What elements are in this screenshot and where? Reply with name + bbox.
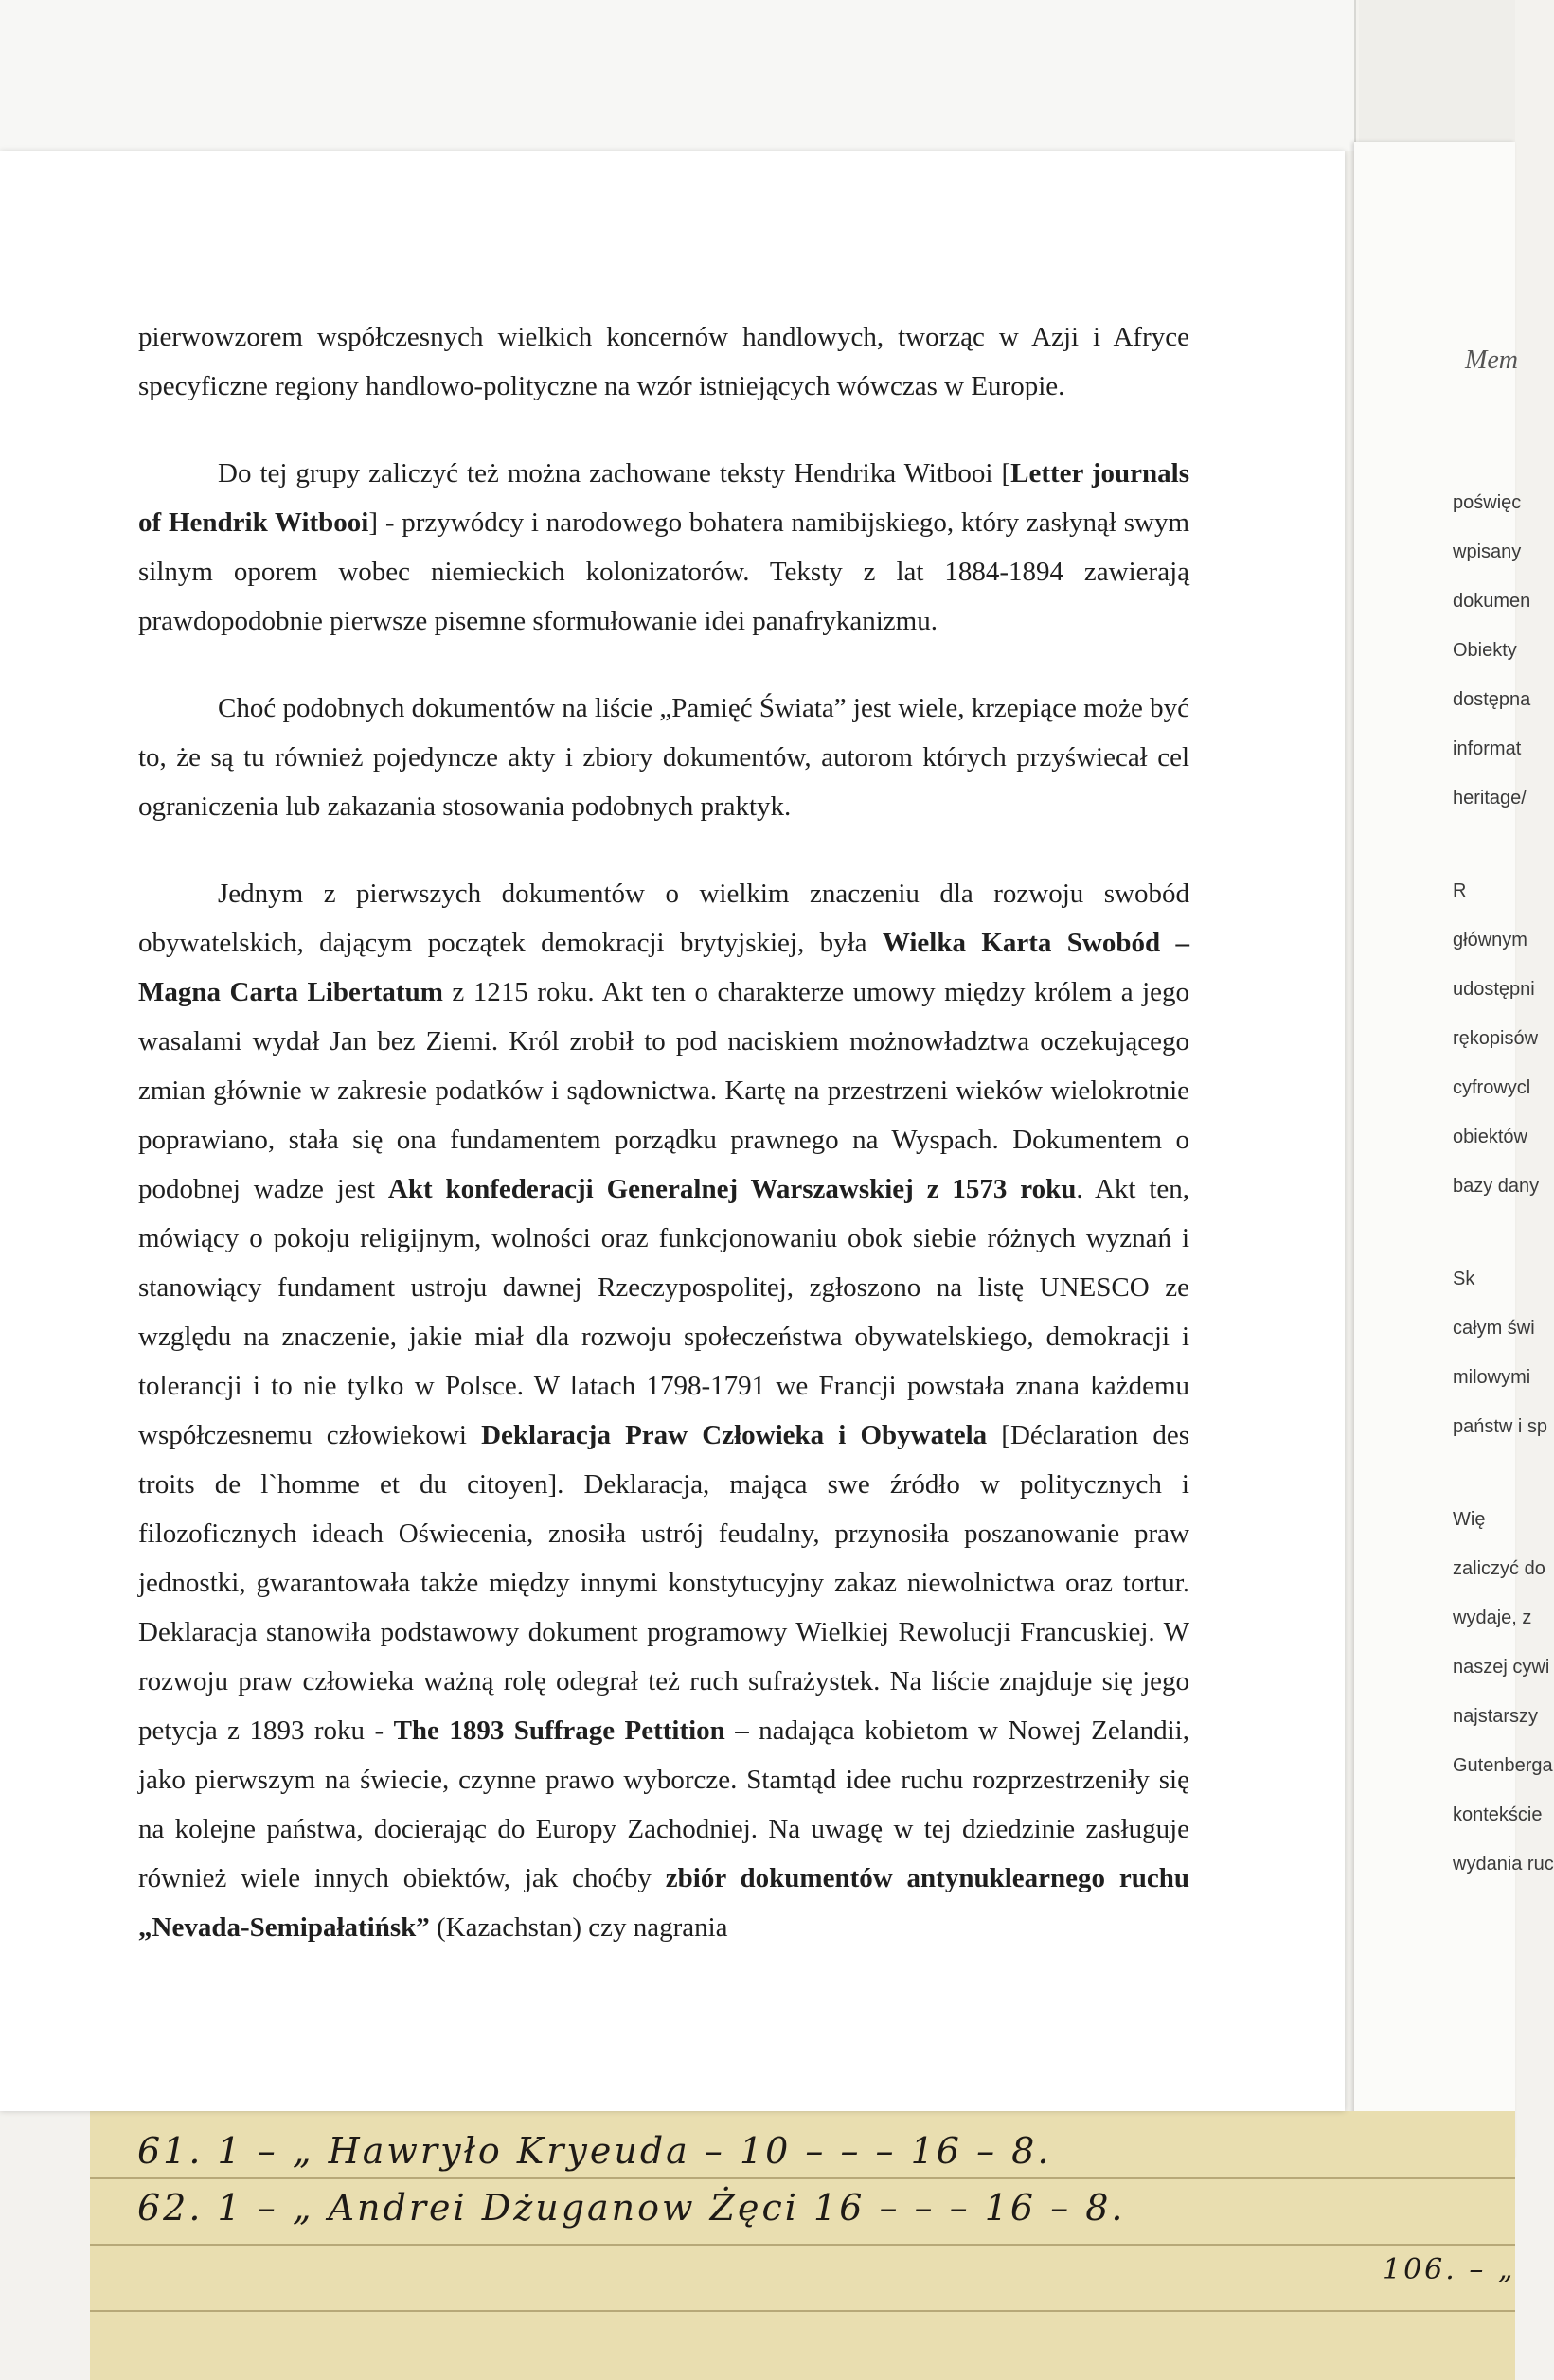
bold-title: Wielka Karta Swobód – Magna Carta Libertatum bbox=[138, 928, 1189, 1007]
bold-title: zbiór dokumentów antynuklearnego ruchu „Nevada-Semipałatińsk” bbox=[138, 1863, 1189, 1943]
bold-title: The 1893 Suffrage Pettition bbox=[393, 1715, 725, 1746]
document-page bbox=[0, 151, 1345, 2111]
adjacent-page-fragment: Wię bbox=[1453, 1509, 1486, 1530]
text-run: Choć podobnych dokumentów na liście „Pamięć Świata” jest wiele, krzepiące może być to, że są tu również pojedyncze akty i zbiory dokumentów, autorom których przyświecał cel ograniczenia lub zakazania stosowania podobnych praktyk. bbox=[138, 693, 1189, 822]
adjacent-page-fragment: Sk bbox=[1453, 1269, 1475, 1289]
adjacent-page-fragment: obiektów bbox=[1453, 1127, 1527, 1147]
adjacent-page-fragment: kontekście bbox=[1453, 1804, 1543, 1825]
manuscript-strip bbox=[90, 2111, 1515, 2380]
background-sheet-top bbox=[0, 0, 1356, 151]
adjacent-page-fragment: państw i sp bbox=[1453, 1416, 1548, 1437]
paragraph-4 bbox=[138, 869, 1189, 1952]
adjacent-page-fragment: rękopisów bbox=[1453, 1028, 1539, 1049]
adjacent-page-fragment: głównym bbox=[1453, 930, 1527, 950]
adjacent-page-fragment: wydaje, z bbox=[1453, 1607, 1532, 1628]
adjacent-page-fragment: wydania ruc bbox=[1453, 1854, 1554, 1874]
adjacent-page-fragment: najstarszy bbox=[1453, 1706, 1539, 1727]
manuscript-right-fragment: 106. – „ bbox=[1383, 2253, 1516, 2286]
adjacent-page-fragment: wpisany bbox=[1453, 542, 1522, 562]
adjacent-page-fragment: dostępna bbox=[1453, 689, 1531, 710]
adjacent-page-fragment: Gutenberga bbox=[1453, 1755, 1553, 1776]
bold-title: Deklaracja Praw Człowieka i Obywatela bbox=[481, 1420, 988, 1450]
adjacent-page-heading: Mem bbox=[1465, 346, 1518, 375]
adjacent-page-fragment: bazy dany bbox=[1453, 1176, 1540, 1197]
adjacent-page-fragment: dokumen bbox=[1453, 591, 1531, 612]
paragraph-3 bbox=[138, 684, 1189, 831]
manuscript-line-1: 61. 1 – „ Hawryło Kryeuda – 10 – – – 16 – 8. bbox=[137, 2130, 1052, 2172]
adjacent-page-fragment: heritage/ bbox=[1453, 788, 1527, 808]
adjacent-page-fragment: R bbox=[1453, 880, 1467, 901]
manuscript-line-2: 62. 1 – „ Andrei Dżuganow Żęci 16 – – – 16 – 8. bbox=[137, 2187, 1126, 2229]
bold-title: Akt konfederacji Generalnej Warszawskiej z 1573 roku bbox=[387, 1174, 1077, 1204]
adjacent-page-fragment: Obiekty bbox=[1453, 640, 1517, 661]
adjacent-page-fragment: zaliczyć do bbox=[1453, 1558, 1545, 1579]
manuscript-rule bbox=[90, 2244, 1515, 2246]
paragraph-1 bbox=[138, 312, 1189, 411]
text-run: ] - przywódcy i narodowego bohatera namibijskiego, który zasłynął swym silnym oporem wobec niemieckich kolonizatorów. Teksty z lat 1884-1894 zawierają prawdopodobnie pierwsze pisemne sformułowanie idei panafrykanizmu. bbox=[138, 507, 1189, 636]
text-run: Do tej grupy zaliczyć też można zachowane teksty Hendrika Witbooi [ bbox=[218, 458, 1011, 488]
adjacent-page-fragment: informat bbox=[1453, 738, 1522, 759]
adjacent-page-fragment: naszej cywi bbox=[1453, 1657, 1550, 1678]
text-run: z 1215 roku. Akt ten o charakterze umowy między królem a jego wasalami wydał Jan bez Ziemi. Król zrobił to pod naciskiem możnowładztwa oczekującego zmian głównie w zakresie podatków i sądownictwa. Kartę na przestrzeni wieków wielokrotnie poprawiano, stała się ona fundamentem porządku prawnego na Wyspach. Dokumentem o podobnej wadze jest bbox=[138, 977, 1190, 1204]
adjacent-page-fragment: cyfrowycl bbox=[1453, 1077, 1531, 1098]
text-run: [Déclaration des troits de l`homme et du citoyen]. Deklaracja, mająca swe źródło w politycznych i filozoficznych ideach Oświecenia, znosiła ustrój feudalny, przynosiła poszanowanie praw jednostki, gwarantowała także między innymi konstytucyjny zakaz niewolnictwa oraz tortur. Deklaracja stanowiła podstawowy dokument programowy Wielkiej Rewolucji Francuskiej. W rozwoju praw człowieka ważną rolę odegrał też ruch sufrażystek. Na liście znajduje się jego petycja z 1893 roku - bbox=[138, 1420, 1190, 1746]
adjacent-page bbox=[1354, 142, 1554, 2158]
adjacent-page-fragment: milowymi bbox=[1453, 1367, 1531, 1388]
bold-title: Letter journals of Hendrik Witbooi bbox=[138, 458, 1189, 538]
text-run: (Kazachstan) czy nagrania bbox=[429, 1912, 728, 1943]
text-run: . Akt ten, mówiący o pokoju religijnym, wolności oraz funkcjonowaniu obok siebie różnych wyznań i stanowiący fundament ustroju dawnej Rzeczypospolitej, zgłoszono na listę UNESCO ze względu na znaczenie, jakie miał dla rozwoju społeczeństwa obywatelskiego, demokracji i tolerancji i to nie tylko w Polsce. W latach 1798-1791 we Francji powstała znana każdemu współczesnemu człowiekowi bbox=[138, 1174, 1189, 1450]
paragraph-2 bbox=[138, 449, 1189, 646]
text-run: pierwowzorem współczesnych wielkich koncernów handlowych, tworząc w Azji i Afryce specyficzne regiony handlowo-polityczne na wzór istniejących wówczas w Europie. bbox=[138, 322, 1189, 401]
text-run: – nadająca kobietom w Nowej Zelandii, jako pierwszym na świecie, czynne prawo wyborcze. Stamtąd idee ruchu rozprzestrzeniły się na kolejne państwa, docierając do Europy Zachodniej. Na uwagę w tej dziedzinie zasługuje również wiele innych obiektów, jak choćby bbox=[138, 1715, 1189, 1893]
document-body bbox=[138, 312, 1189, 1990]
manuscript-rule bbox=[90, 2310, 1515, 2312]
adjacent-page-fragment: całym świ bbox=[1453, 1318, 1535, 1339]
adjacent-page-fragment: poświęc bbox=[1453, 492, 1522, 513]
text-run: Jednym z pierwszych dokumentów o wielkim znaczeniu dla rozwoju swobód obywatelskich, dającym początek demokracji brytyjskiej, była bbox=[138, 879, 1189, 958]
manuscript-rule bbox=[90, 2177, 1515, 2179]
adjacent-page-fragment: udostępni bbox=[1453, 979, 1535, 1000]
